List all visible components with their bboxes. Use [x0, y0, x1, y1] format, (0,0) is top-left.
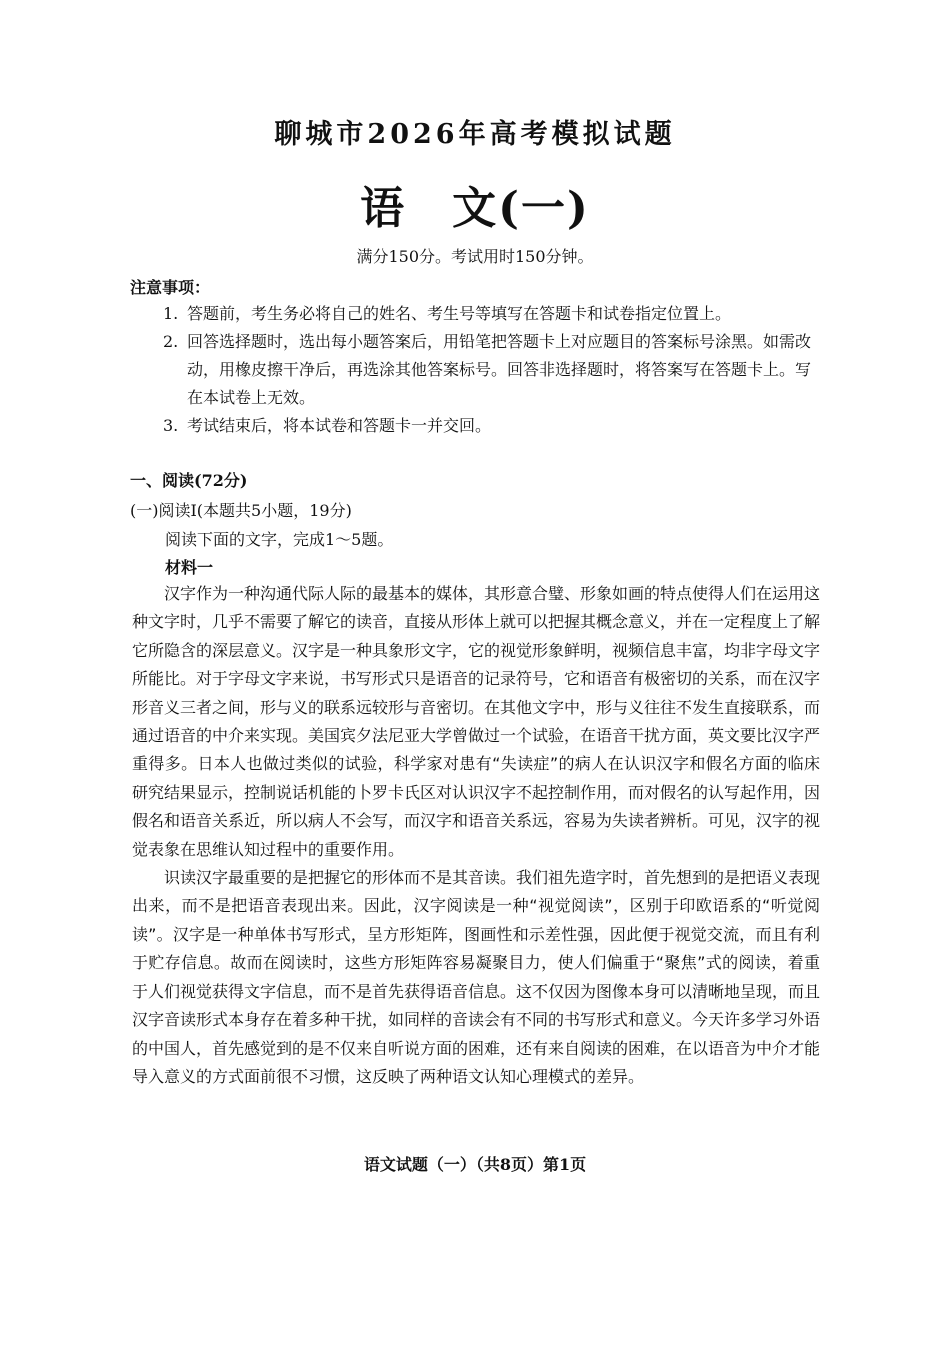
notice-item-text: 回答选择题时，选出每小题答案后，用铅笔把答题卡上对应题目的答案标号涂黑。如需改动，用橡皮擦干净后，再选涂其他答案标号。回答非选择题时，将答案写在答题卡上。写在本试卷上无效。 — [187, 332, 812, 407]
notice-item-number: 2. — [163, 332, 179, 351]
notice-item-text: 答题前，考生务必将自己的姓名、考生号等填写在答题卡和试卷指定位置上。 — [187, 304, 732, 323]
notice-heading: 注意事项： — [130, 278, 211, 297]
notice-item — [163, 328, 823, 412]
reading-instruction: 阅读下面的文字，完成1～5题。 — [165, 530, 394, 549]
exam-title: 聊城市2026年高考模拟试题 — [274, 119, 676, 150]
material-label: 材料一 — [165, 558, 214, 577]
section-heading: 一、阅读(72分) — [130, 471, 248, 490]
notice-item-text: 考试结束后，将本试卷和答题卡一并交回。 — [187, 416, 492, 435]
sub-section-heading: (一)阅读Ⅰ(本题共5小题，19分) — [130, 501, 352, 520]
notice-item-number: 1. — [163, 304, 179, 323]
paragraph: 识读汉字最重要的是把握它的形体而不是其音读。我们祖先造字时，首先想到的是把语义表现出来，而不是把语音表现出来。因此，汉字阅读是一种“视觉阅读”，区别于印欧语系的“听觉阅读”。汉字是一种单体书写形式，呈方形矩阵，图画性和示差性强，因此便于视觉交流，而且有利于贮存信息。故而在阅读时，这些方形矩阵容易凝聚目力，使人们偏重于“聚焦”式的阅读，着重于人们视觉获得文字信息，而不是首先获得语音信息。这不仅因为图像本身可以清晰地呈现，而且汉字音读形式本身存在着多种干扰，如同样的音读会有不同的书写形式和意义。今天许多学习外语的中国人，首先感觉到的是不仅来自听说方面的困难，还有来自阅读的困难，在以语音为中介才能导入意义的方式面前很不习惯，这反映了两种语文认知心理模式的差异。 — [132, 868, 821, 1086]
paragraph: 汉字作为一种沟通代际人际的最基本的媒体，其形意合璧、形象如画的特点使得人们在运用这种文字时，几乎不需要了解它的读音，直接从形体上就可以把握其概念意义，并在一定程度上了解它所隐含的深层意义。汉字是一种具象形文字，它的视觉形象鲜明，视频信息丰富，均非字母文字所能比。对于字母文字来说，书写形式只是语音的记录符号，它和语音有极密切的关系，而在汉字形音义三者之间，形与义的联系远较形与音密切。在其他文字中，形与义往往不发生直接联系，而通过语音的中介来实现。美国宾夕法尼亚大学曾做过一个试验，在语音干扰方面，英文要比汉字严重得多。日本人也做过类似的试验，科学家对患有“失读症”的病人在认识汉字和假名方面的临床研究结果显示，控制说话机能的卜罗卡氏区对认识汉字不起控制作用，而对假名的认写起作用，因假名和语音关系近，所以病人不会写，而汉字和语音关系远，容易为失读者辨析。可见，汉字的视觉表象在思维认知过程中的重要作用。 — [132, 584, 821, 859]
score-info: 满分150分。考试用时150分钟。 — [356, 247, 594, 266]
material-body — [132, 580, 820, 1091]
page-footer: 语文试题（一）（共8页）第1页 — [363, 1155, 587, 1174]
notice-list — [163, 300, 823, 440]
notice-item — [163, 412, 823, 440]
notice-item — [163, 300, 823, 328]
subject-title: 语 文(一) — [360, 183, 590, 234]
notice-item-number: 3. — [163, 416, 179, 435]
